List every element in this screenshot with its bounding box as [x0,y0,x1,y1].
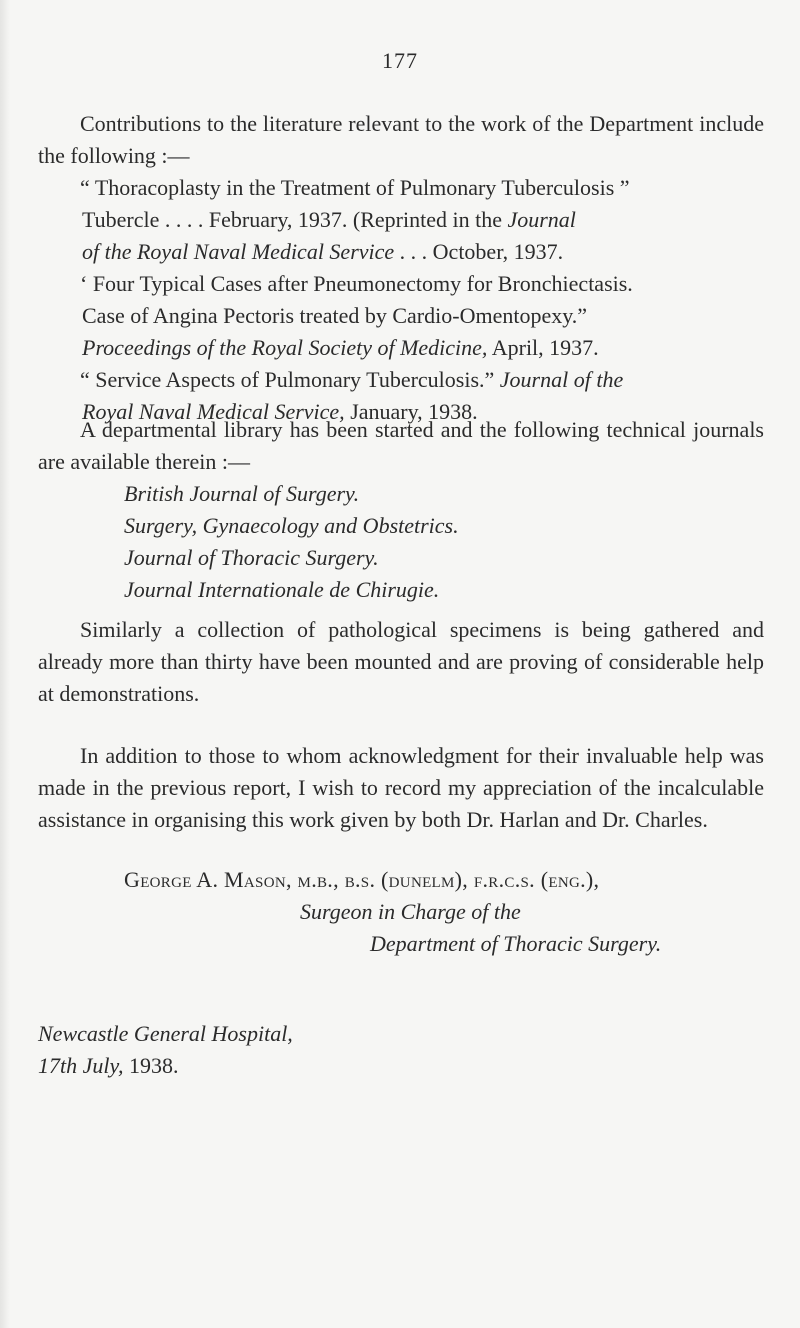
binding-edge [0,0,10,1328]
reference-line: “ Thoracoplasty in the Treatment of Pulmonary Tuberculosis ” [80,175,630,200]
date-line [38,1050,179,1082]
reference-line [80,204,680,236]
reference-journal: of the Royal Naval Medical Service [82,239,395,264]
date-day-month: 17th July, [38,1053,124,1078]
reference-journal: Journal [507,207,576,232]
reference-line: ‘ Four Typical Cases after Pneumonectomy for Bronchiectasis. [80,271,633,296]
reference-item [80,172,680,268]
signature-title: Surgeon in Charge of the [300,899,521,924]
intro-paragraph: Contributions to the literature relevant to the work of the Department include the following :— [38,111,764,168]
journal-list [124,478,459,606]
reference-line [80,236,680,268]
signature-name: George A. Mason, m.b., b.s. (dunelm), f.r.c.s. (eng.), [124,867,600,892]
reference-journal: Proceedings of the Royal Society of Medicine, [82,335,488,360]
journal-item: Journal Internationale de Chirugie. [124,577,440,602]
signature-department: Department of Thoracic Surgery. [370,931,662,956]
reference-list [80,172,680,428]
reference-text: . . . October, 1937. [394,239,564,264]
date-year: 1938. [123,1053,179,1078]
place-line: Newcastle General Hospital, [38,1021,293,1046]
reference-text: January, 1938. [344,399,478,424]
reference-text: Tubercle . . . . February, 1937. (Reprinted in the [82,207,508,232]
specimens-paragraph: Similarly a collection of pathological specimens is being gathered and already more than thirty have been mounted and are proving of considerable help at demonstrations. [38,617,764,706]
reference-text: April, 1937. [487,335,599,360]
journal-item: Surgery, Gynaecology and Obstetrics. [124,513,459,538]
reference-line [80,332,680,364]
reference-line [80,364,680,396]
reference-journal: Royal Naval Medical Service, [82,399,345,424]
journal-item: Journal of Thoracic Surgery. [124,545,379,570]
reference-line: Case of Angina Pectoris treated by Cardio-Omentopexy.” [82,303,588,328]
journal-item: British Journal of Surgery. [124,481,360,506]
reference-item [80,268,680,364]
library-paragraph: A departmental library has been started and the following technical journals are available therein :— [38,417,764,474]
reference-journal: Journal of the [499,367,624,392]
reference-text: “ Service Aspects of Pulmonary Tuberculosis.” [80,367,500,392]
page-number: 177 [382,48,418,73]
acknowledgment-paragraph: In addition to those to whom acknowledgment for their invaluable help was made in the previous report, I wish to record my appreciation of the incalculable assistance in organising this work given by both Dr. Harlan and Dr. Charles. [38,743,764,832]
